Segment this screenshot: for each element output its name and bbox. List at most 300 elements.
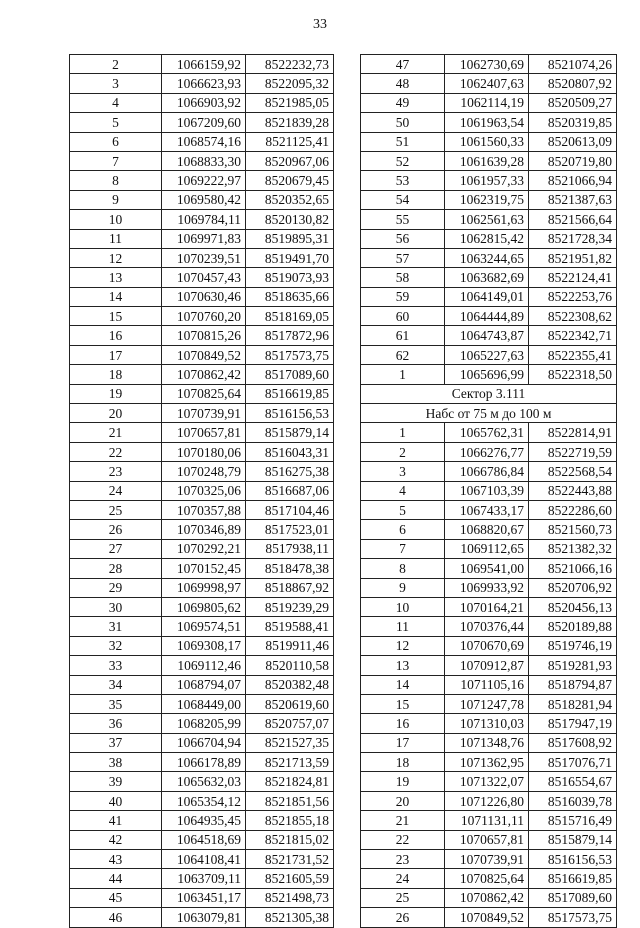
point-number-cell: 30: [70, 597, 162, 616]
x-coordinate-cell: 1070457,43: [162, 268, 246, 287]
y-coordinate-cell: 8522308,62: [529, 307, 617, 326]
table-row: [361, 597, 617, 616]
table-row: [361, 462, 617, 481]
y-coordinate-cell: 8516043,31: [246, 442, 334, 461]
table-row: [361, 248, 617, 267]
x-coordinate-cell: 1068205,99: [162, 714, 246, 733]
x-coordinate-cell: 1067433,17: [445, 500, 529, 519]
x-coordinate-cell: 1061957,33: [445, 171, 529, 190]
point-number-cell: 22: [70, 442, 162, 461]
section-row: [361, 384, 617, 403]
point-number-cell: 38: [70, 753, 162, 772]
table-row: [361, 268, 617, 287]
x-coordinate-cell: 1070248,79: [162, 462, 246, 481]
section-title: Сектор 3.111: [361, 384, 617, 403]
table-row: [70, 830, 334, 849]
point-number-cell: 9: [70, 190, 162, 209]
y-coordinate-cell: 8517089,60: [529, 888, 617, 907]
y-coordinate-cell: 8517608,92: [529, 733, 617, 752]
x-coordinate-cell: 1070912,87: [445, 656, 529, 675]
point-number-cell: 55: [361, 210, 445, 229]
table-row: [361, 151, 617, 170]
point-number-cell: 28: [70, 559, 162, 578]
x-coordinate-cell: 1071226,80: [445, 791, 529, 810]
x-coordinate-cell: 1068820,67: [445, 520, 529, 539]
y-coordinate-cell: 8519491,70: [246, 248, 334, 267]
point-number-cell: 26: [70, 520, 162, 539]
point-number-cell: 23: [70, 462, 162, 481]
point-number-cell: 44: [70, 869, 162, 888]
y-coordinate-cell: 8521985,05: [246, 93, 334, 112]
table-row: [70, 171, 334, 190]
x-coordinate-cell: 1069222,97: [162, 171, 246, 190]
table-row: [361, 113, 617, 132]
point-number-cell: 20: [70, 404, 162, 423]
y-coordinate-cell: 8516619,85: [529, 869, 617, 888]
y-coordinate-cell: 8519911,46: [246, 636, 334, 655]
table-row: [70, 500, 334, 519]
table-row: [70, 93, 334, 112]
table-row: [70, 384, 334, 403]
point-number-cell: 21: [70, 423, 162, 442]
y-coordinate-cell: 8520319,85: [529, 113, 617, 132]
y-coordinate-cell: 8515716,49: [529, 811, 617, 830]
x-coordinate-cell: 1065354,12: [162, 791, 246, 810]
y-coordinate-cell: 8522232,73: [246, 55, 334, 74]
table-row: [361, 675, 617, 694]
point-number-cell: 37: [70, 733, 162, 752]
point-number-cell: 10: [70, 210, 162, 229]
y-coordinate-cell: 8522124,41: [529, 268, 617, 287]
y-coordinate-cell: 8517104,46: [246, 500, 334, 519]
x-coordinate-cell: 1062114,19: [445, 93, 529, 112]
table-row: [361, 345, 617, 364]
x-coordinate-cell: 1064149,01: [445, 287, 529, 306]
point-number-cell: 26: [361, 908, 445, 927]
y-coordinate-cell: 8520619,60: [246, 694, 334, 713]
table-row: [361, 733, 617, 752]
x-coordinate-cell: 1063244,65: [445, 248, 529, 267]
x-coordinate-cell: 1070376,44: [445, 617, 529, 636]
x-coordinate-cell: 1070862,42: [162, 365, 246, 384]
x-coordinate-cell: 1066623,93: [162, 74, 246, 93]
point-number-cell: 2: [361, 442, 445, 461]
point-number-cell: 14: [70, 287, 162, 306]
x-coordinate-cell: 1071247,78: [445, 694, 529, 713]
x-coordinate-cell: 1063451,17: [162, 888, 246, 907]
y-coordinate-cell: 8520352,65: [246, 190, 334, 209]
table-row: [70, 481, 334, 500]
point-number-cell: 29: [70, 578, 162, 597]
table-row: [361, 636, 617, 655]
y-coordinate-cell: 8521382,32: [529, 539, 617, 558]
table-row: [361, 791, 617, 810]
section-row: [361, 404, 617, 423]
x-coordinate-cell: 1062561,63: [445, 210, 529, 229]
y-coordinate-cell: 8520757,07: [246, 714, 334, 733]
table-row: [361, 539, 617, 558]
table-row: [361, 772, 617, 791]
x-coordinate-cell: 1071348,76: [445, 733, 529, 752]
table-row: [361, 908, 617, 927]
x-coordinate-cell: 1070357,88: [162, 500, 246, 519]
x-coordinate-cell: 1062319,75: [445, 190, 529, 209]
x-coordinate-cell: 1070292,21: [162, 539, 246, 558]
x-coordinate-cell: 1068574,16: [162, 132, 246, 151]
y-coordinate-cell: 8519281,93: [529, 656, 617, 675]
table-row: [70, 442, 334, 461]
y-coordinate-cell: 8515879,14: [529, 830, 617, 849]
y-coordinate-cell: 8517872,96: [246, 326, 334, 345]
point-number-cell: 25: [361, 888, 445, 907]
section-subtitle: Набс от 75 м до 100 м: [361, 404, 617, 423]
table-row: [361, 229, 617, 248]
point-number-cell: 59: [361, 287, 445, 306]
table-row: [361, 326, 617, 345]
point-number-cell: 3: [70, 74, 162, 93]
table-row: [70, 55, 334, 74]
point-number-cell: 19: [361, 772, 445, 791]
y-coordinate-cell: 8516619,85: [246, 384, 334, 403]
y-coordinate-cell: 8519588,41: [246, 617, 334, 636]
table-row: [70, 811, 334, 830]
point-number-cell: 15: [361, 694, 445, 713]
y-coordinate-cell: 8521713,59: [246, 753, 334, 772]
table-row: [70, 423, 334, 442]
x-coordinate-cell: 1063709,11: [162, 869, 246, 888]
y-coordinate-cell: 8522719,59: [529, 442, 617, 461]
point-number-cell: 39: [70, 772, 162, 791]
y-coordinate-cell: 8522318,50: [529, 365, 617, 384]
x-coordinate-cell: 1070670,69: [445, 636, 529, 655]
point-number-cell: 31: [70, 617, 162, 636]
x-coordinate-cell: 1069580,42: [162, 190, 246, 209]
table-row: [70, 326, 334, 345]
point-number-cell: 24: [70, 481, 162, 500]
y-coordinate-cell: 8519239,29: [246, 597, 334, 616]
y-coordinate-cell: 8516156,53: [246, 404, 334, 423]
y-coordinate-cell: 8522286,60: [529, 500, 617, 519]
y-coordinate-cell: 8516156,53: [529, 850, 617, 869]
table-row: [70, 791, 334, 810]
x-coordinate-cell: 1063682,69: [445, 268, 529, 287]
table-row: [70, 132, 334, 151]
table-row: [70, 617, 334, 636]
point-number-cell: 54: [361, 190, 445, 209]
point-number-cell: 60: [361, 307, 445, 326]
x-coordinate-cell: 1064108,41: [162, 850, 246, 869]
x-coordinate-cell: 1069971,83: [162, 229, 246, 248]
table-row: [70, 520, 334, 539]
x-coordinate-cell: 1063079,81: [162, 908, 246, 927]
point-number-cell: 48: [361, 74, 445, 93]
table-row: [361, 694, 617, 713]
x-coordinate-cell: 1069805,62: [162, 597, 246, 616]
x-coordinate-cell: 1069933,92: [445, 578, 529, 597]
table-row: [70, 888, 334, 907]
x-coordinate-cell: 1062730,69: [445, 55, 529, 74]
x-coordinate-cell: 1069574,51: [162, 617, 246, 636]
point-number-cell: 9: [361, 578, 445, 597]
x-coordinate-cell: 1070825,64: [162, 384, 246, 403]
y-coordinate-cell: 8520679,45: [246, 171, 334, 190]
x-coordinate-cell: 1070849,52: [445, 908, 529, 927]
x-coordinate-cell: 1062815,42: [445, 229, 529, 248]
point-number-cell: 17: [70, 345, 162, 364]
point-number-cell: 57: [361, 248, 445, 267]
point-number-cell: 5: [70, 113, 162, 132]
point-number-cell: 18: [361, 753, 445, 772]
y-coordinate-cell: 8522814,91: [529, 423, 617, 442]
y-coordinate-cell: 8517938,11: [246, 539, 334, 558]
point-number-cell: 27: [70, 539, 162, 558]
table-row: [70, 404, 334, 423]
x-coordinate-cell: 1061963,54: [445, 113, 529, 132]
y-coordinate-cell: 8520130,82: [246, 210, 334, 229]
y-coordinate-cell: 8521605,59: [246, 869, 334, 888]
coordinates-table-right: [360, 54, 617, 928]
x-coordinate-cell: 1070760,20: [162, 307, 246, 326]
x-coordinate-cell: 1068794,07: [162, 675, 246, 694]
y-coordinate-cell: 8522355,41: [529, 345, 617, 364]
x-coordinate-cell: 1071322,07: [445, 772, 529, 791]
table-row: [70, 462, 334, 481]
y-coordinate-cell: 8518169,05: [246, 307, 334, 326]
point-number-cell: 11: [361, 617, 445, 636]
y-coordinate-cell: 8519895,31: [246, 229, 334, 248]
y-coordinate-cell: 8521566,64: [529, 210, 617, 229]
point-number-cell: 49: [361, 93, 445, 112]
y-coordinate-cell: 8521951,82: [529, 248, 617, 267]
y-coordinate-cell: 8521527,35: [246, 733, 334, 752]
y-coordinate-cell: 8518794,87: [529, 675, 617, 694]
y-coordinate-cell: 8520456,13: [529, 597, 617, 616]
point-number-cell: 17: [361, 733, 445, 752]
point-number-cell: 50: [361, 113, 445, 132]
table-row: [361, 93, 617, 112]
x-coordinate-cell: 1065632,03: [162, 772, 246, 791]
y-coordinate-cell: 8521066,94: [529, 171, 617, 190]
point-number-cell: 10: [361, 597, 445, 616]
y-coordinate-cell: 8521728,34: [529, 229, 617, 248]
table-row: [70, 248, 334, 267]
coordinates-table-right-body: [361, 55, 617, 928]
y-coordinate-cell: 8521851,56: [246, 791, 334, 810]
point-number-cell: 47: [361, 55, 445, 74]
page-number: 33: [313, 17, 327, 32]
point-number-cell: 7: [70, 151, 162, 170]
x-coordinate-cell: 1061560,33: [445, 132, 529, 151]
x-coordinate-cell: 1066704,94: [162, 733, 246, 752]
x-coordinate-cell: 1070346,89: [162, 520, 246, 539]
table-row: [361, 500, 617, 519]
x-coordinate-cell: 1065696,99: [445, 365, 529, 384]
table-row: [70, 539, 334, 558]
coordinates-table-left-body: [70, 55, 334, 928]
y-coordinate-cell: 8520110,58: [246, 656, 334, 675]
point-number-cell: 16: [70, 326, 162, 345]
table-row: [361, 365, 617, 384]
y-coordinate-cell: 8521066,16: [529, 559, 617, 578]
x-coordinate-cell: 1064743,87: [445, 326, 529, 345]
table-row: [70, 268, 334, 287]
x-coordinate-cell: 1067209,60: [162, 113, 246, 132]
table-row: [361, 578, 617, 597]
table-row: [361, 423, 617, 442]
point-number-cell: 42: [70, 830, 162, 849]
x-coordinate-cell: 1065227,63: [445, 345, 529, 364]
point-number-cell: 45: [70, 888, 162, 907]
y-coordinate-cell: 8522095,32: [246, 74, 334, 93]
table-row: [361, 850, 617, 869]
table-row: [70, 578, 334, 597]
y-coordinate-cell: 8518281,94: [529, 694, 617, 713]
x-coordinate-cell: 1070739,91: [445, 850, 529, 869]
y-coordinate-cell: 8522443,88: [529, 481, 617, 500]
table-row: [70, 772, 334, 791]
table-row: [70, 675, 334, 694]
point-number-cell: 24: [361, 869, 445, 888]
x-coordinate-cell: 1069112,46: [162, 656, 246, 675]
y-coordinate-cell: 8517076,71: [529, 753, 617, 772]
point-number-cell: 4: [70, 93, 162, 112]
table-row: [361, 714, 617, 733]
x-coordinate-cell: 1068449,00: [162, 694, 246, 713]
y-coordinate-cell: 8521125,41: [246, 132, 334, 151]
point-number-cell: 13: [70, 268, 162, 287]
point-number-cell: 12: [70, 248, 162, 267]
table-row: [70, 733, 334, 752]
table-row: [361, 617, 617, 636]
y-coordinate-cell: 8520967,06: [246, 151, 334, 170]
y-coordinate-cell: 8521305,38: [246, 908, 334, 927]
x-coordinate-cell: 1066276,77: [445, 442, 529, 461]
y-coordinate-cell: 8517523,01: [246, 520, 334, 539]
x-coordinate-cell: 1064444,89: [445, 307, 529, 326]
coordinates-table-left: [69, 54, 334, 928]
point-number-cell: 8: [361, 559, 445, 578]
table-row: [70, 210, 334, 229]
table-row: [361, 55, 617, 74]
x-coordinate-cell: 1071131,11: [445, 811, 529, 830]
point-number-cell: 34: [70, 675, 162, 694]
y-coordinate-cell: 8520613,09: [529, 132, 617, 151]
table-row: [70, 714, 334, 733]
point-number-cell: 18: [70, 365, 162, 384]
x-coordinate-cell: 1070239,51: [162, 248, 246, 267]
point-number-cell: 35: [70, 694, 162, 713]
table-row: [361, 830, 617, 849]
point-number-cell: 58: [361, 268, 445, 287]
point-number-cell: 3: [361, 462, 445, 481]
y-coordinate-cell: 8516554,67: [529, 772, 617, 791]
y-coordinate-cell: 8521560,73: [529, 520, 617, 539]
y-coordinate-cell: 8519073,93: [246, 268, 334, 287]
x-coordinate-cell: 1067103,39: [445, 481, 529, 500]
point-number-cell: 56: [361, 229, 445, 248]
x-coordinate-cell: 1065762,31: [445, 423, 529, 442]
table-row: [361, 74, 617, 93]
point-number-cell: 13: [361, 656, 445, 675]
x-coordinate-cell: 1066159,92: [162, 55, 246, 74]
x-coordinate-cell: 1070825,64: [445, 869, 529, 888]
y-coordinate-cell: 8516687,06: [246, 481, 334, 500]
table-row: [70, 345, 334, 364]
y-coordinate-cell: 8520719,80: [529, 151, 617, 170]
y-coordinate-cell: 8522568,54: [529, 462, 617, 481]
y-coordinate-cell: 8520509,27: [529, 93, 617, 112]
table-row: [70, 869, 334, 888]
point-number-cell: 41: [70, 811, 162, 830]
x-coordinate-cell: 1070630,46: [162, 287, 246, 306]
x-coordinate-cell: 1064518,69: [162, 830, 246, 849]
point-number-cell: 52: [361, 151, 445, 170]
point-number-cell: 1: [361, 365, 445, 384]
table-row: [70, 850, 334, 869]
table-row: [361, 888, 617, 907]
point-number-cell: 14: [361, 675, 445, 694]
x-coordinate-cell: 1062407,63: [445, 74, 529, 93]
point-number-cell: 46: [70, 908, 162, 927]
point-number-cell: 21: [361, 811, 445, 830]
x-coordinate-cell: 1070164,21: [445, 597, 529, 616]
x-coordinate-cell: 1071310,03: [445, 714, 529, 733]
x-coordinate-cell: 1070657,81: [162, 423, 246, 442]
table-row: [361, 190, 617, 209]
x-coordinate-cell: 1069112,65: [445, 539, 529, 558]
point-number-cell: 11: [70, 229, 162, 248]
x-coordinate-cell: 1061639,28: [445, 151, 529, 170]
table-row: [70, 190, 334, 209]
y-coordinate-cell: 8518867,92: [246, 578, 334, 597]
table-row: [70, 656, 334, 675]
y-coordinate-cell: 8521498,73: [246, 888, 334, 907]
table-row: [70, 113, 334, 132]
table-row: [361, 753, 617, 772]
table-row: [70, 597, 334, 616]
point-number-cell: 8: [70, 171, 162, 190]
y-coordinate-cell: 8520807,92: [529, 74, 617, 93]
point-number-cell: 23: [361, 850, 445, 869]
point-number-cell: 15: [70, 307, 162, 326]
x-coordinate-cell: 1070849,52: [162, 345, 246, 364]
y-coordinate-cell: 8516039,78: [529, 791, 617, 810]
y-coordinate-cell: 8518635,66: [246, 287, 334, 306]
y-coordinate-cell: 8517947,19: [529, 714, 617, 733]
x-coordinate-cell: 1069998,97: [162, 578, 246, 597]
table-row: [361, 559, 617, 578]
point-number-cell: 16: [361, 714, 445, 733]
x-coordinate-cell: 1066786,84: [445, 462, 529, 481]
table-row: [70, 753, 334, 772]
table-row: [361, 811, 617, 830]
point-number-cell: 7: [361, 539, 445, 558]
point-number-cell: 61: [361, 326, 445, 345]
point-number-cell: 43: [70, 850, 162, 869]
table-row: [361, 656, 617, 675]
table-row: [361, 520, 617, 539]
x-coordinate-cell: 1064935,45: [162, 811, 246, 830]
y-coordinate-cell: 8521815,02: [246, 830, 334, 849]
y-coordinate-cell: 8521387,63: [529, 190, 617, 209]
table-row: [70, 287, 334, 306]
x-coordinate-cell: 1071362,95: [445, 753, 529, 772]
y-coordinate-cell: 8516275,38: [246, 462, 334, 481]
x-coordinate-cell: 1069308,17: [162, 636, 246, 655]
x-coordinate-cell: 1070739,91: [162, 404, 246, 423]
table-row: [361, 307, 617, 326]
table-row: [361, 442, 617, 461]
